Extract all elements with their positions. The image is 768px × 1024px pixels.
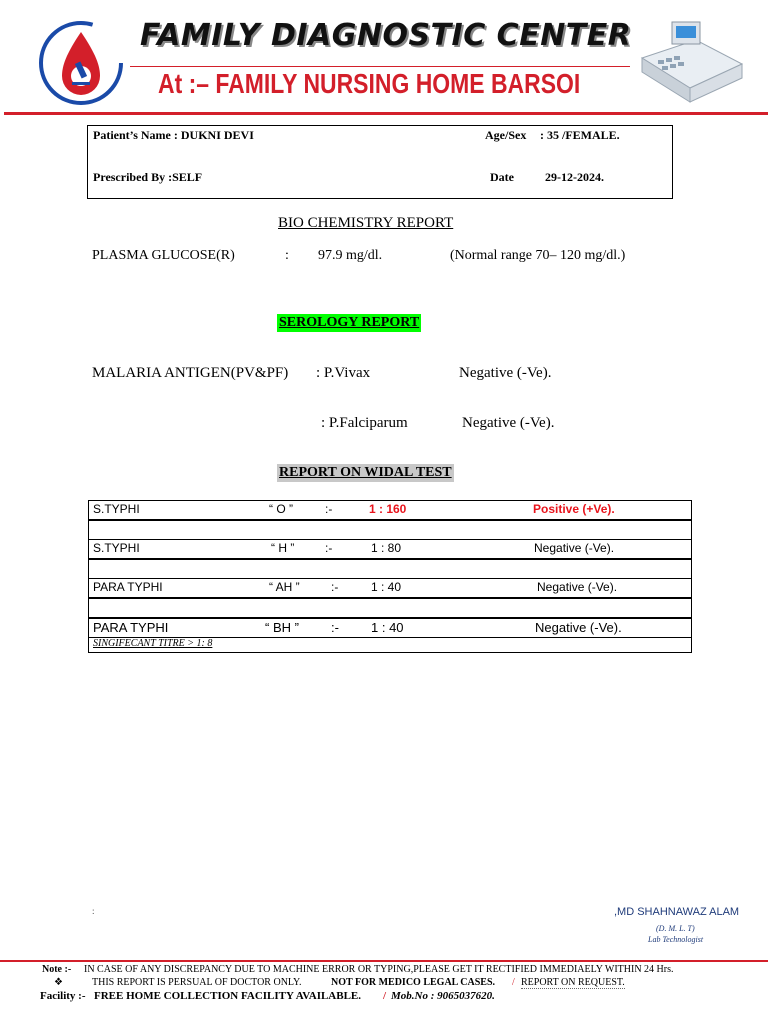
prescribed-by: Prescribed By :SELF <box>93 170 203 184</box>
widal-organism: S.TYPHI <box>93 541 140 555</box>
serology-title: SEROLOGY REPORT <box>279 315 420 330</box>
glucose-test: PLASMA GLUCOSE(R) <box>92 248 235 263</box>
doctor-only-note: THIS REPORT IS PERSUAL OF DOCTOR ONLY. <box>92 977 302 988</box>
pvivax-result: Negative (-Ve). <box>459 365 552 381</box>
malaria-test: MALARIA ANTIGEN(PV&PF) <box>92 365 289 381</box>
mobile-number: Mob.No : 9065037620. <box>391 990 495 1002</box>
widal-spacer-row <box>88 598 692 618</box>
widal-organism: PARA TYPHI <box>93 580 163 594</box>
facility-slash: / <box>383 990 387 1002</box>
biochem-title: BIO CHEMISTRY REPORT <box>278 215 454 231</box>
widal-titre: 1 : 80 <box>371 541 402 555</box>
glucose-normal-range: (Normal range 70– 120 mg/dl.) <box>450 248 626 263</box>
technologist-qualification: (D. M. L. T) <box>656 924 695 933</box>
widal-result: Negative (-Ve). <box>537 580 618 594</box>
widal-result: Positive (+Ve). <box>533 502 615 516</box>
center-subtitle: At :– FAMILY NURSING HOME BARSOI <box>158 68 581 99</box>
agesex-value: : 35 /FEMALE. <box>540 128 620 142</box>
widal-row <box>88 618 692 638</box>
technologist-name: ,MD SHAHNAWAZ ALAM <box>614 906 740 918</box>
header-divider <box>4 112 768 115</box>
note-text: IN CASE OF ANY DISCREPANCY DUE TO MACHINE ERROR OR TYPING,PLEASE GET IT RECTIFIED IMMEDIAELY WITHIN 24 Hrs. <box>84 964 674 975</box>
pfalciparum-result: Negative (-Ve). <box>462 415 555 431</box>
facility-label: Facility :- <box>40 990 86 1002</box>
bullet-icon: ❖ <box>54 977 63 988</box>
patient-info-box <box>87 125 673 199</box>
widal-note-row <box>88 637 692 653</box>
date-label: Date <box>490 170 514 184</box>
widal-row <box>88 539 692 559</box>
widal-title: REPORT ON WIDAL TEST <box>279 465 452 480</box>
widal-result: Negative (-Ve). <box>534 541 615 555</box>
widal-antigen: “ H ” <box>271 541 295 555</box>
signature-mark: : <box>92 906 95 916</box>
widal-spacer-row <box>88 520 692 540</box>
widal-separator: :- <box>325 502 333 516</box>
medico-legal-note: NOT FOR MEDICO LEGAL CASES. <box>331 977 496 988</box>
pvivax-label: : P.Vivax <box>316 365 371 381</box>
date-value: 29-12-2024. <box>545 170 604 184</box>
pfalciparum-label: : P.Falciparum <box>321 415 408 431</box>
analyzer-machine-icon <box>636 18 748 106</box>
facility-text: FREE HOME COLLECTION FACILITY AVAILABLE. <box>94 990 362 1002</box>
note-label: Note :- <box>42 964 72 975</box>
slash-separator: / <box>512 977 515 988</box>
widal-antigen: “ O ” <box>269 502 293 516</box>
widal-organism: S.TYPHI <box>93 502 140 516</box>
widal-antigen: “ BH ” <box>265 620 299 635</box>
agesex-label: Age/Sex <box>485 128 527 142</box>
diagnostic-logo-icon <box>36 18 126 108</box>
widal-row <box>88 578 692 598</box>
widal-separator: :- <box>325 541 333 555</box>
widal-separator: :- <box>331 620 339 635</box>
header-divider-thin <box>130 66 630 67</box>
report-on-request: REPORT ON REQUEST. <box>521 977 625 988</box>
widal-organism: PARA TYPHI <box>93 620 169 635</box>
significant-titre-note: SINGIFECANT TITRE > 1: 8 <box>93 638 213 649</box>
widal-antigen: “ AH ” <box>269 580 300 594</box>
widal-titre: 1 : 40 <box>371 620 404 635</box>
technologist-role: Lab Technologist <box>648 935 704 944</box>
center-title: FAMILY DIAGNOSTIC CENTER <box>140 18 632 53</box>
widal-row <box>88 500 692 520</box>
widal-result: Negative (-Ve). <box>535 620 622 635</box>
widal-titre: 1 : 40 <box>371 580 402 594</box>
widal-spacer-row <box>88 559 692 579</box>
widal-separator: :- <box>331 580 339 594</box>
widal-titre: 1 : 160 <box>369 502 407 516</box>
footer-divider <box>0 960 768 962</box>
glucose-value: 97.9 mg/dl. <box>318 248 383 263</box>
glucose-colon: : <box>285 248 289 263</box>
patient-name: Patient’s Name : DUKNI DEVI <box>93 128 254 142</box>
